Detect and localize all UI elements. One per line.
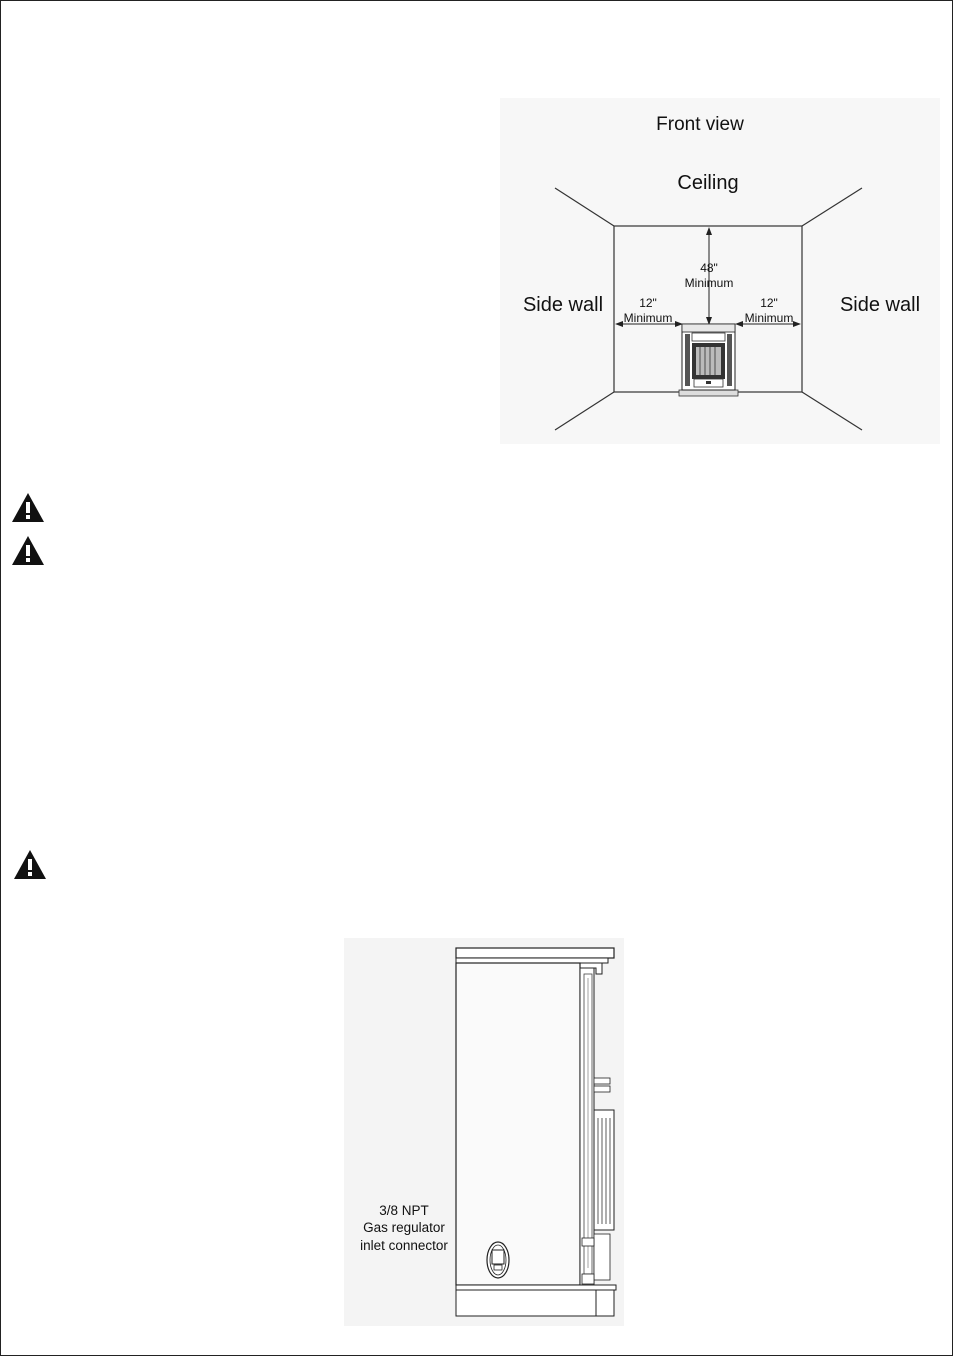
top-clearance-value: 48" — [700, 261, 718, 275]
warning-triangle-icon — [10, 491, 46, 525]
left-clearance-word: Minimum — [623, 311, 673, 325]
front-view-svg — [500, 98, 940, 444]
cabinet-body — [456, 963, 580, 1285]
side-wall-right-label: Side wall — [839, 294, 921, 316]
front-view-diagram — [500, 98, 940, 444]
side-view-diagram — [344, 938, 624, 1326]
gas-inlet-label-line1: 3/8 NPT — [379, 1203, 429, 1218]
side-view-svg — [344, 938, 624, 1326]
gas-inlet-label-line3: inlet connector — [360, 1238, 448, 1253]
right-clearance-value: 12" — [760, 296, 778, 310]
warning-triangle-icon — [12, 848, 48, 882]
right-clearance-word: Minimum — [744, 311, 794, 325]
fireplace-front — [679, 324, 738, 396]
front-view-title: Front view — [656, 114, 744, 135]
gas-inlet-connector — [487, 1242, 509, 1278]
side-wall-left-label: Side wall — [522, 294, 604, 316]
top-clearance-word: Minimum — [684, 276, 734, 290]
ceiling-label: Ceiling — [677, 172, 739, 194]
left-clearance-value: 12" — [639, 296, 657, 310]
cabinet-base — [456, 1285, 616, 1316]
warning-triangle-icon — [10, 534, 46, 568]
gas-inlet-label-line2: Gas regulator — [363, 1220, 445, 1235]
